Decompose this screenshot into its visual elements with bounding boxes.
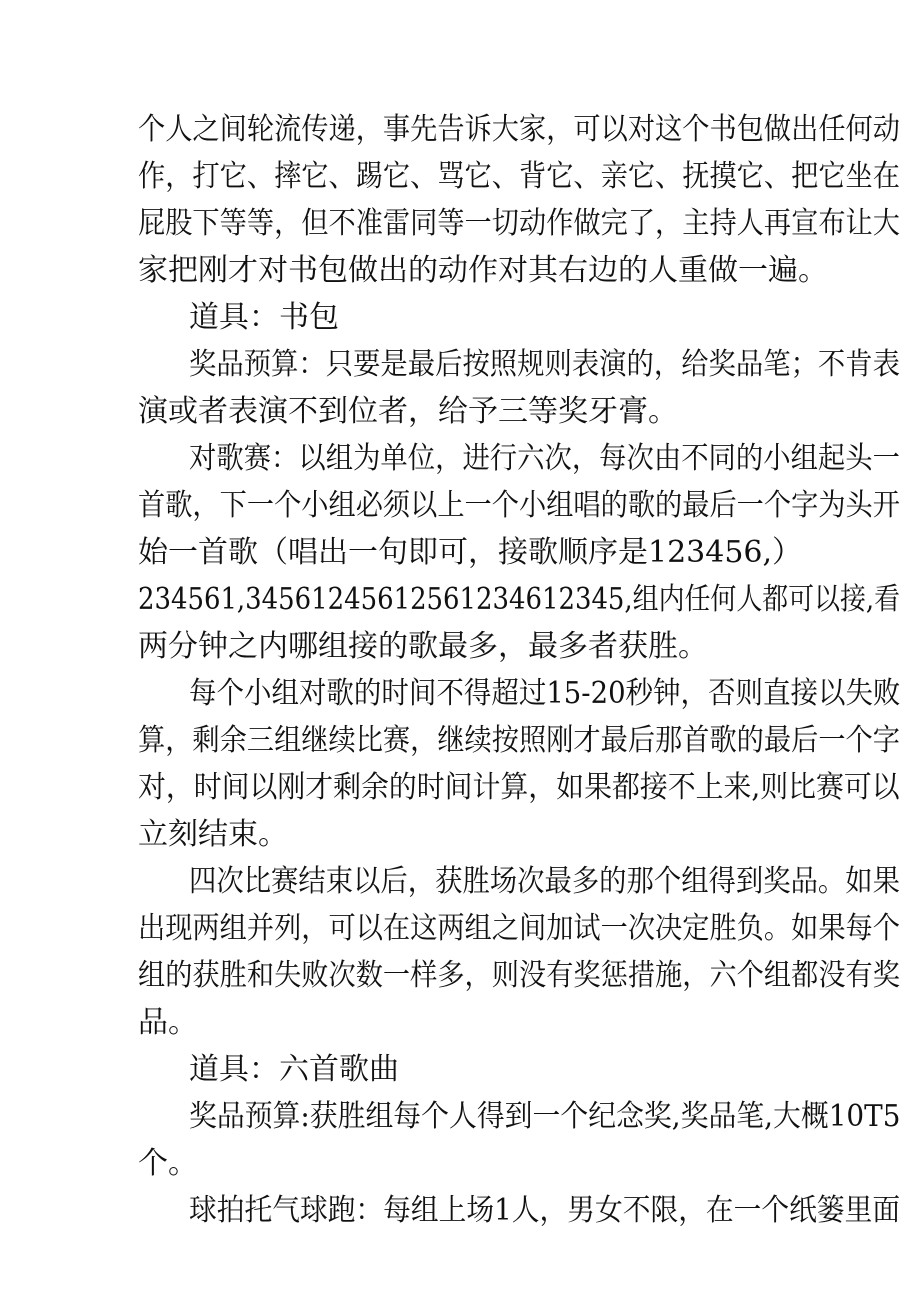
text-line: 每个小组对歌的时间不得超过15-20秒钟，否则直接以失败	[189, 676, 901, 711]
text-line: 家把刚才对书包做出的动作对其右边的人重做一遍。	[138, 253, 828, 288]
text-line: 奖品预算：只要是最后按照规则表演的，给奖品笔；不肯表	[189, 347, 900, 382]
paragraph-heading: 道具：书包	[189, 300, 339, 335]
text-line: 四次比赛结束以后，获胜场次最多的那个组得到奖品。如果	[189, 864, 900, 899]
text-line: 屁股下等等，但不准雷同等一切动作做完了，主持人再宣布让大	[138, 206, 900, 241]
text-line: 234561,345612456125612346123​45,组内任何人都可以接,看	[138, 582, 901, 617]
text-line: 出现两组并列，可以在这两组之间加试一次决定胜负。如果每个	[138, 911, 900, 946]
text-line: 品。	[138, 1005, 198, 1040]
text-line: 球拍托气球跑：每组上场1人，男女不限，在一个纸篓里面	[189, 1193, 901, 1228]
text-line: 演或者表演不到位者，给予三等奖牙膏。	[138, 394, 678, 429]
text-line: 作，打它、摔它、踢它、骂它、背它、亲它、抚摸它、把它坐在	[138, 159, 900, 194]
text-line: 两分钟之内哪组接的歌最多，最多者获胜。	[138, 629, 708, 664]
text-line: 个人之间轮流传递，事先告诉大家，可以对这个书包做出任何动	[138, 112, 900, 147]
paragraph-heading: 道具：六首歌曲	[189, 1052, 399, 1087]
text-line: 奖品预算:获胜组每个人得到一个纪念奖,奖品笔,大概10T5	[189, 1099, 901, 1134]
text-line: 对，时间以刚才剩余的时间计算，如果都接不上来,则比赛可以	[138, 770, 900, 805]
text-line: 组的获胜和失败次数一样多，则没有奖惩措施，六个组都没有奖	[138, 958, 900, 993]
text-line: 立刻结束。	[138, 817, 288, 852]
text-line: 个。	[138, 1146, 198, 1181]
text-line: 始一首歌（唱出一句即可，接歌顺序是123456,）	[138, 535, 803, 570]
text-line: 首歌，下一个小组必须以上一个小组唱的歌的最后一个字为头开	[138, 488, 900, 523]
text-line: 算，剩余三组继续比赛，继续按照刚才最后那首歌的最后一个字	[138, 723, 900, 758]
text-line: 对歌赛：以组为单位，进行六次，每次由不同的小组起头一	[189, 441, 900, 476]
